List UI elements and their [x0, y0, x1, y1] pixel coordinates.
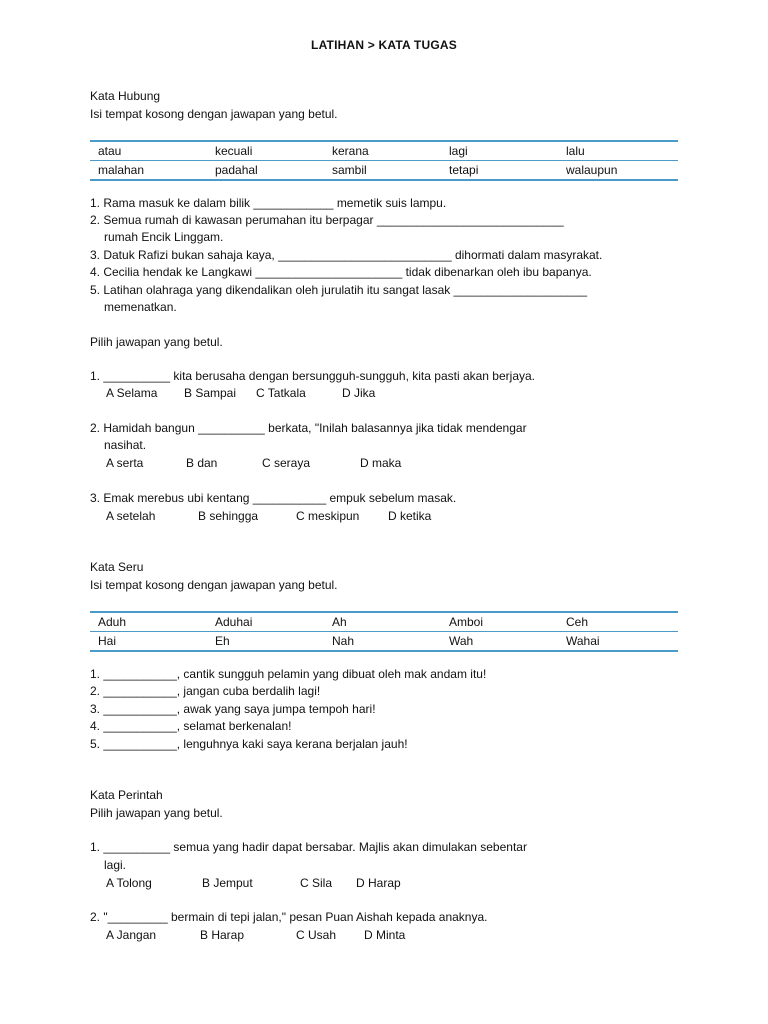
word-bank-cell: padahal	[215, 163, 258, 177]
mc-option: D ketika	[388, 509, 432, 523]
word-bank-row	[90, 632, 678, 650]
word-bank-cell: Ah	[332, 615, 347, 629]
mc-option: D Minta	[364, 928, 406, 942]
word-bank-row	[90, 161, 678, 179]
word-bank-table-seru	[90, 611, 678, 652]
mc-option: B Harap	[200, 928, 245, 942]
mc-option: A setelah	[106, 509, 156, 523]
word-bank-cell: Aduhai	[215, 615, 253, 629]
word-bank-cell: atau	[98, 144, 122, 158]
word-bank-cell: sambil	[332, 163, 367, 177]
mc-option: A Tolong	[106, 876, 152, 890]
mc-option: D maka	[360, 456, 402, 470]
mc-option: B sehingga	[198, 509, 259, 523]
fill-question-1: 1. Rama masuk ke dalam bilik ____________ memetik suis lampu.	[90, 196, 447, 210]
mc-option: C meskipun	[296, 509, 360, 523]
section-heading-kata-seru: Kata Seru	[90, 560, 144, 574]
fill-question-3: 3. ___________, awak yang saya jumpa tempoh hari!	[90, 702, 376, 716]
mc-option: C seraya	[262, 456, 311, 470]
fill-question-4: 4. Cecilia hendak ke Langkawi ______________________ tidak dibenarkan oleh ibu bapanya.	[90, 265, 592, 279]
fill-question-2-continued: rumah Encik Linggam.	[104, 230, 224, 244]
fill-question-2: 2. Semua rumah di kawasan perumahan itu berpagar ____________________________	[90, 213, 564, 227]
mc-question-2-continued: nasihat.	[104, 438, 147, 452]
mc-instruction: Pilih jawapan yang betul.	[90, 335, 223, 349]
mc-option: D Jika	[342, 386, 376, 400]
fill-question-2: 2. ___________, jangan cuba berdalih lagi!	[90, 684, 321, 698]
mc-option: C Usah	[296, 928, 337, 942]
word-bank-table-hubung	[90, 140, 678, 181]
mc-options-1	[106, 385, 666, 401]
word-bank-cell: Aduh	[98, 615, 127, 629]
section-heading-kata-hubung: Kata Hubung	[90, 89, 161, 103]
mc-question-2: 2. Hamidah bangun __________ berkata, "Inilah balasannya jika tidak mendengar	[90, 421, 527, 435]
word-bank-cell: Ceh	[566, 615, 589, 629]
mc-question-1: 1. __________ kita berusaha dengan bersungguh-sungguh, kita pasti akan berjaya.	[90, 369, 536, 383]
mc-options-2	[106, 927, 666, 943]
section-instruction: Isi tempat kosong dengan jawapan yang betul.	[90, 107, 338, 121]
page-title: LATIHAN > KATA TUGAS	[311, 38, 457, 52]
word-bank-cell: kecuali	[215, 144, 253, 158]
word-bank-cell: kerana	[332, 144, 369, 158]
mc-options-3	[106, 508, 666, 524]
section-instruction: Pilih jawapan yang betul.	[90, 806, 223, 820]
section-heading-kata-perintah: Kata Perintah	[90, 788, 163, 802]
mc-option: C Sila	[300, 876, 333, 890]
word-bank-cell: Hai	[98, 634, 117, 648]
mc-options-2	[106, 455, 666, 471]
word-bank-row	[90, 142, 678, 161]
fill-question-5-continued: memenatkan.	[104, 300, 177, 314]
mc-question-2: 2. "_________ bermain di tepi jalan," pesan Puan Aishah kepada anaknya.	[90, 910, 488, 924]
fill-question-4: 4. ___________, selamat berkenalan!	[90, 719, 292, 733]
mc-question-1: 1. __________ semua yang hadir dapat bersabar. Majlis akan dimulakan sebentar	[90, 840, 527, 854]
word-bank-cell: Wah	[449, 634, 474, 648]
word-bank-row	[90, 613, 678, 632]
word-bank-cell: lalu	[566, 144, 585, 158]
fill-question-5: 5. ___________, lenguhnya kaki saya kerana berjalan jauh!	[90, 737, 408, 751]
word-bank-cell: Eh	[215, 634, 230, 648]
mc-option: D Harap	[356, 876, 401, 890]
mc-option: A Selama	[106, 386, 158, 400]
word-bank-cell: walaupun	[566, 163, 618, 177]
fill-question-5: 5. Latihan olahraga yang dikendalikan oleh jurulatih itu sangat lasak ____________________	[90, 283, 588, 297]
word-bank-cell: Wahai	[566, 634, 600, 648]
mc-option: B dan	[186, 456, 218, 470]
fill-question-3: 3. Datuk Rafizi bukan sahaja kaya, __________________________ dihormati dalam masyrakat.	[90, 248, 603, 262]
mc-option: A serta	[106, 456, 144, 470]
mc-question-3: 3. Emak merebus ubi kentang ___________ empuk sebelum masak.	[90, 491, 457, 505]
word-bank-cell: malahan	[98, 163, 145, 177]
word-bank-cell: lagi	[449, 144, 468, 158]
mc-option: A Jangan	[106, 928, 157, 942]
mc-option: B Jemput	[202, 876, 253, 890]
mc-option: B Sampai	[184, 386, 237, 400]
mc-option: C Tatkala	[256, 386, 306, 400]
word-bank-cell: Amboi	[449, 615, 484, 629]
word-bank-cell: tetapi	[449, 163, 479, 177]
mc-question-1-continued: lagi.	[104, 858, 127, 872]
fill-question-1: 1. ___________, cantik sungguh pelamin yang dibuat oleh mak andam itu!	[90, 667, 487, 681]
section-instruction: Isi tempat kosong dengan jawapan yang betul.	[90, 578, 338, 592]
mc-options-1	[106, 875, 666, 891]
word-bank-cell: Nah	[332, 634, 355, 648]
